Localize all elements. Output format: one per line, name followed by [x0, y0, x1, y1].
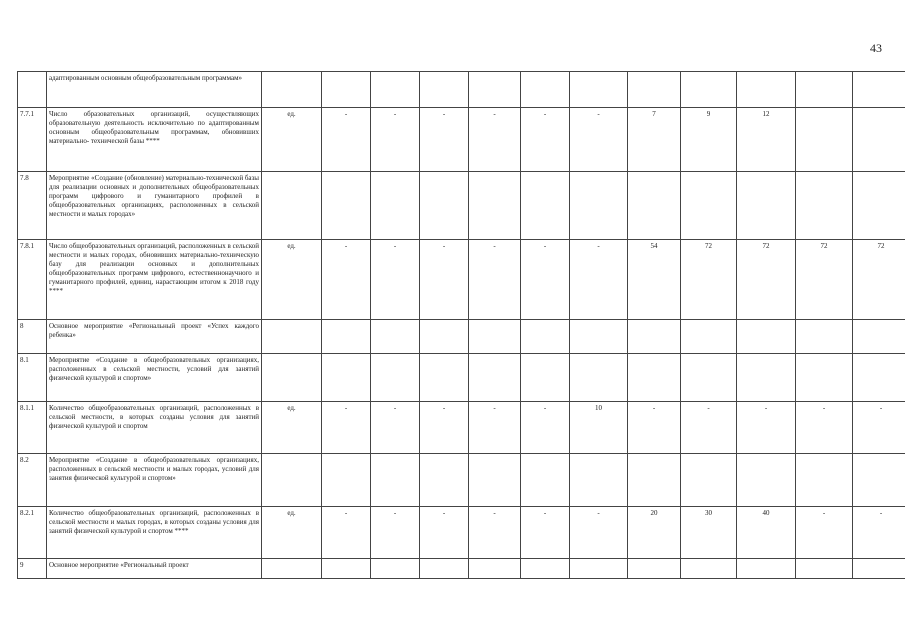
- value-cell: 7: [628, 108, 681, 172]
- value-cell: [737, 172, 796, 240]
- value-cell: [796, 559, 853, 579]
- value-cell: [570, 354, 628, 402]
- row-unit: [262, 354, 322, 402]
- row-unit: [262, 559, 322, 579]
- value-cell: [737, 559, 796, 579]
- table-row: [18, 454, 905, 507]
- value-cell: [570, 72, 628, 108]
- value-cell: [322, 454, 371, 507]
- value-cell: 30: [681, 507, 737, 559]
- value-cell: [796, 454, 853, 507]
- value-cell: -: [322, 507, 371, 559]
- value-cell: -: [521, 240, 570, 320]
- value-cell: [681, 320, 737, 354]
- value-cell: 54: [628, 240, 681, 320]
- value-cell: -: [521, 402, 570, 454]
- value-cell: -: [570, 507, 628, 559]
- row-number: 8.2.1: [18, 507, 47, 559]
- value-cell: [469, 72, 521, 108]
- row-number: 8.1.1: [18, 402, 47, 454]
- value-cell: [853, 172, 905, 240]
- value-cell: [853, 320, 905, 354]
- value-cell: -: [570, 108, 628, 172]
- value-cell: -: [681, 402, 737, 454]
- value-cell: -: [521, 108, 570, 172]
- value-cell: [469, 354, 521, 402]
- row-number: 9: [18, 559, 47, 579]
- value-cell: [737, 72, 796, 108]
- row-number: 7.7.1: [18, 108, 47, 172]
- value-cell: [681, 72, 737, 108]
- row-number: 8: [18, 320, 47, 354]
- table-row: [18, 507, 905, 559]
- table-row: [18, 402, 905, 454]
- value-cell: [521, 454, 570, 507]
- row-unit: [262, 320, 322, 354]
- row-description: Основное мероприятие «Региональный проект: [47, 559, 262, 579]
- value-cell: [469, 172, 521, 240]
- row-description: Количество общеобразовательных организаций, расположенных в сельской местности и малых городах, в которых созданы условия для занятий физической культурой и спортом ****: [47, 507, 262, 559]
- value-cell: [322, 559, 371, 579]
- value-cell: [570, 559, 628, 579]
- value-cell: [681, 559, 737, 579]
- value-cell: -: [371, 507, 420, 559]
- value-cell: [796, 172, 853, 240]
- value-cell: [737, 354, 796, 402]
- value-cell: -: [420, 108, 469, 172]
- value-cell: -: [420, 507, 469, 559]
- value-cell: -: [796, 402, 853, 454]
- row-number: [18, 72, 47, 108]
- value-cell: [853, 454, 905, 507]
- value-cell: 9: [681, 108, 737, 172]
- value-cell: -: [469, 402, 521, 454]
- value-cell: [469, 559, 521, 579]
- value-cell: 40: [737, 507, 796, 559]
- value-cell: [371, 172, 420, 240]
- value-cell: -: [737, 402, 796, 454]
- table-row: [18, 172, 905, 240]
- value-cell: [420, 354, 469, 402]
- value-cell: 20: [628, 507, 681, 559]
- value-cell: [681, 172, 737, 240]
- value-cell: [570, 320, 628, 354]
- table-row: [18, 108, 905, 172]
- value-cell: [469, 320, 521, 354]
- value-cell: -: [322, 402, 371, 454]
- row-number: 7.8.1: [18, 240, 47, 320]
- row-description: Число общеобразовательных организаций, расположенных в сельской местности и малых городах, обновивших материально-техническую базу для реализации основных и дополнительных общеобразовательных программ цифрового, естественнонаучного и гуманитарного профилей, единиц, нарастающим итогом к 2018 году ****: [47, 240, 262, 320]
- value-cell: 72: [853, 240, 905, 320]
- value-cell: -: [371, 108, 420, 172]
- value-cell: 72: [681, 240, 737, 320]
- value-cell: [853, 108, 905, 172]
- value-cell: [521, 72, 570, 108]
- value-cell: 72: [737, 240, 796, 320]
- indicators-table: [17, 71, 905, 579]
- value-cell: [628, 172, 681, 240]
- value-cell: [737, 320, 796, 354]
- row-unit: ед.: [262, 507, 322, 559]
- value-cell: [469, 454, 521, 507]
- page-number: 43: [870, 41, 882, 55]
- row-unit: ед.: [262, 108, 322, 172]
- value-cell: [322, 72, 371, 108]
- value-cell: [371, 72, 420, 108]
- value-cell: -: [420, 240, 469, 320]
- value-cell: [853, 72, 905, 108]
- value-cell: [570, 454, 628, 507]
- value-cell: [681, 454, 737, 507]
- row-description: адаптированным основным общеобразовательным программам»: [47, 72, 262, 108]
- row-number: 8.1: [18, 354, 47, 402]
- value-cell: -: [322, 108, 371, 172]
- value-cell: [853, 354, 905, 402]
- value-cell: -: [469, 240, 521, 320]
- table-row: [18, 559, 905, 579]
- row-description: Число образовательных организаций, осуществляющих образовательную деятельность исключительно по адаптированным основным общеобразовательным программам, обновивших материально- технической базы ****: [47, 108, 262, 172]
- value-cell: 12: [737, 108, 796, 172]
- value-cell: [521, 354, 570, 402]
- value-cell: -: [521, 507, 570, 559]
- value-cell: [570, 172, 628, 240]
- value-cell: [420, 454, 469, 507]
- value-cell: [628, 454, 681, 507]
- row-unit: [262, 454, 322, 507]
- value-cell: [628, 72, 681, 108]
- row-description: Основное мероприятие «Региональный проект «Успех каждого ребенка»: [47, 320, 262, 354]
- value-cell: -: [628, 402, 681, 454]
- value-cell: [420, 559, 469, 579]
- table-row: [18, 354, 905, 402]
- value-cell: [322, 320, 371, 354]
- row-unit: [262, 72, 322, 108]
- row-number: 8.2: [18, 454, 47, 507]
- value-cell: [371, 354, 420, 402]
- value-cell: -: [371, 402, 420, 454]
- value-cell: [371, 320, 420, 354]
- value-cell: [420, 320, 469, 354]
- table-row: [18, 320, 905, 354]
- value-cell: -: [469, 507, 521, 559]
- value-cell: [628, 320, 681, 354]
- value-cell: -: [322, 240, 371, 320]
- row-description: Мероприятие «Создание (обновление) материально-технической базы для реализации основных и дополнительных общеобразовательных программ цифрового и гуманитарного профилей в общеобразовательных организациях, расположенных в сельской местности и малых городах»: [47, 172, 262, 240]
- value-cell: [796, 108, 853, 172]
- value-cell: [371, 559, 420, 579]
- row-number: 7.8: [18, 172, 47, 240]
- value-cell: [420, 172, 469, 240]
- value-cell: [853, 559, 905, 579]
- row-unit: [262, 172, 322, 240]
- value-cell: [628, 559, 681, 579]
- value-cell: [322, 172, 371, 240]
- value-cell: [796, 320, 853, 354]
- value-cell: -: [469, 108, 521, 172]
- value-cell: [796, 72, 853, 108]
- value-cell: [796, 354, 853, 402]
- value-cell: -: [420, 402, 469, 454]
- value-cell: [521, 559, 570, 579]
- value-cell: [521, 320, 570, 354]
- value-cell: -: [853, 402, 905, 454]
- value-cell: [521, 172, 570, 240]
- value-cell: 10: [570, 402, 628, 454]
- value-cell: [681, 354, 737, 402]
- value-cell: 72: [796, 240, 853, 320]
- row-unit: ед.: [262, 402, 322, 454]
- table-row: [18, 240, 905, 320]
- table-row: [18, 72, 905, 108]
- value-cell: [322, 354, 371, 402]
- row-unit: ед.: [262, 240, 322, 320]
- value-cell: [371, 454, 420, 507]
- row-description: Мероприятие «Создание в общеобразовательных организациях, расположенных в сельской местности, условий для занятий физической культурой и спортом»: [47, 354, 262, 402]
- value-cell: -: [371, 240, 420, 320]
- value-cell: -: [853, 507, 905, 559]
- value-cell: [420, 72, 469, 108]
- value-cell: -: [570, 240, 628, 320]
- value-cell: -: [796, 507, 853, 559]
- row-description: Количество общеобразовательных организаций, расположенных в сельской местности, в которых созданы условия для занятий физической культурой и спортом: [47, 402, 262, 454]
- value-cell: [628, 354, 681, 402]
- row-description: Мероприятие «Создание в общеобразовательных организациях, расположенных в сельской местности и малых городах, условий для занятия физической культурой и спортом»: [47, 454, 262, 507]
- value-cell: [737, 454, 796, 507]
